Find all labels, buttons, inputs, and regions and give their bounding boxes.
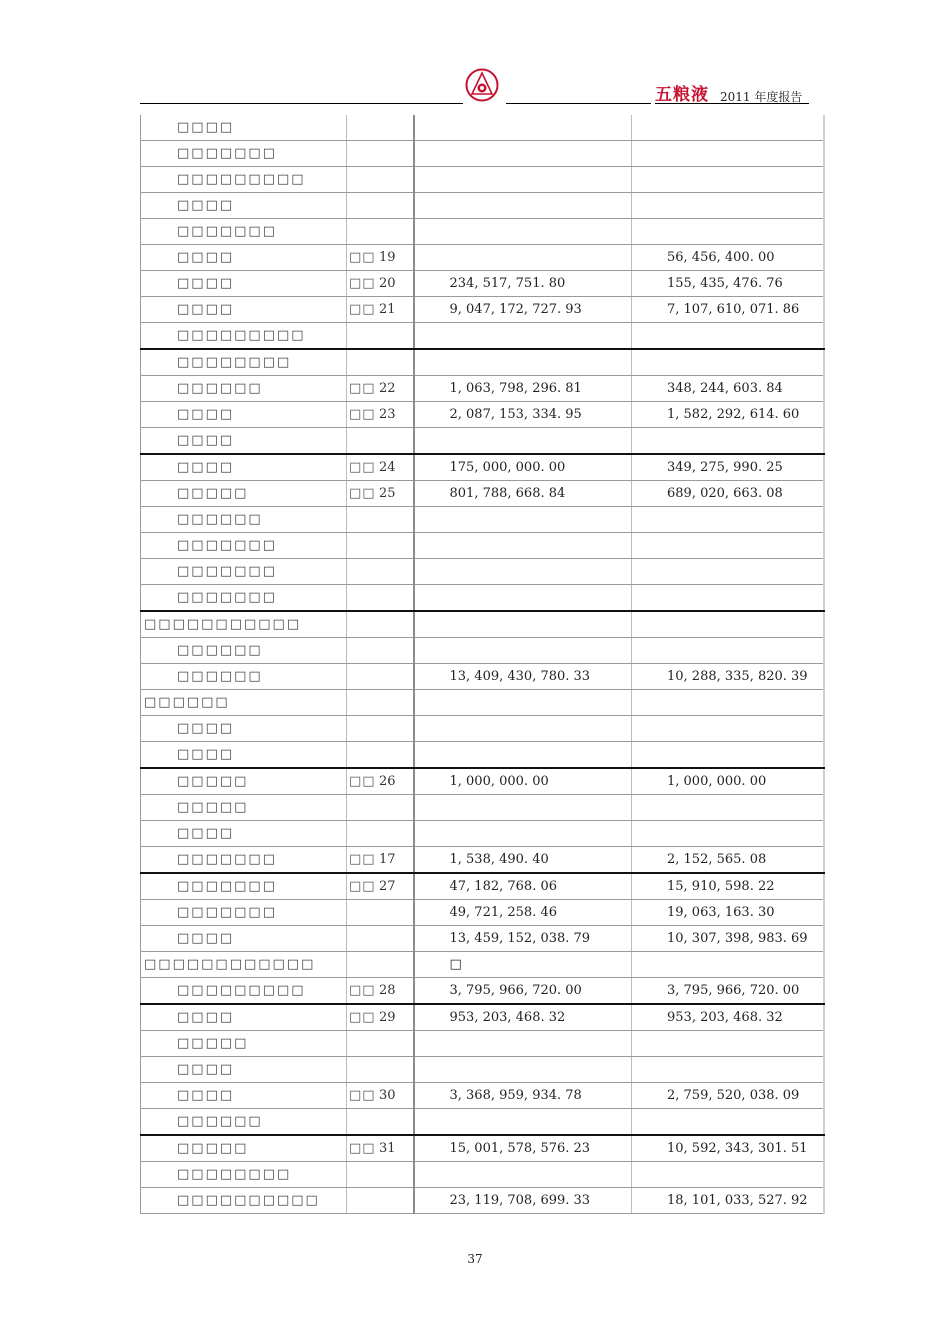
- prior-period-value: [632, 742, 824, 769]
- prior-period-value: 1, 000, 000. 00: [632, 768, 824, 795]
- row-label: □□□□□□□□□: [141, 323, 347, 350]
- current-period-value: 1, 063, 798, 296. 81: [414, 376, 632, 402]
- row-label: □□□□□□: [141, 664, 347, 690]
- note-number: 30: [379, 1088, 396, 1103]
- note-number: 17: [379, 852, 396, 867]
- company-logo-icon: [465, 68, 499, 102]
- table-row: [141, 926, 824, 952]
- current-period-value: [414, 507, 632, 533]
- table-row: [141, 507, 824, 533]
- note-prefix: □□: [349, 407, 376, 422]
- row-label: □□□□□: [141, 481, 347, 507]
- table-row: [141, 533, 824, 559]
- prior-period-value: 349, 275, 990. 25: [632, 454, 824, 481]
- note-prefix: □□: [349, 1141, 376, 1156]
- table-row: [141, 768, 824, 795]
- table-row: [141, 193, 824, 219]
- table-row: [141, 559, 824, 585]
- current-period-value: 3, 795, 966, 720. 00: [414, 978, 632, 1005]
- row-note: [347, 821, 414, 847]
- table-row: [141, 297, 824, 323]
- row-note: [347, 1083, 414, 1109]
- prior-period-value: 3, 795, 966, 720. 00: [632, 978, 824, 1005]
- prior-period-value: 56, 456, 400. 00: [632, 245, 824, 271]
- row-label: □□□□□□□: [141, 533, 347, 559]
- table-row: [141, 952, 824, 978]
- note-prefix: □□: [349, 381, 376, 396]
- current-period-value: [414, 559, 632, 585]
- table-row: [141, 219, 824, 245]
- prior-period-value: [632, 167, 824, 193]
- prior-period-value: [632, 323, 824, 350]
- table-row: [141, 978, 824, 1005]
- note-number: 22: [379, 381, 396, 396]
- row-note: [347, 611, 414, 638]
- row-note: [347, 1004, 414, 1031]
- row-note: [347, 349, 414, 376]
- prior-period-value: 953, 203, 468. 32: [632, 1004, 824, 1031]
- row-label: □□□□: [141, 1004, 347, 1031]
- prior-period-value: [632, 716, 824, 742]
- current-period-value: 47, 182, 768. 06: [414, 873, 632, 900]
- table-row: [141, 1188, 824, 1214]
- prior-period-value: 18, 101, 033, 527. 92: [632, 1188, 824, 1214]
- row-note: [347, 900, 414, 926]
- note-number: 19: [379, 250, 396, 265]
- current-period-value: [414, 245, 632, 271]
- table-row: [141, 821, 824, 847]
- prior-period-value: 10, 288, 335, 820. 39: [632, 664, 824, 690]
- row-label: □□□□□□□□□: [141, 167, 347, 193]
- current-period-value: [414, 1031, 632, 1057]
- note-prefix: □□: [349, 302, 376, 317]
- prior-period-value: [632, 559, 824, 585]
- prior-period-value: [632, 141, 824, 167]
- current-period-value: [414, 1057, 632, 1083]
- current-period-value: 1, 538, 490. 40: [414, 847, 632, 874]
- table-row: [141, 323, 824, 350]
- table-body: [141, 115, 824, 1214]
- table-row: [141, 376, 824, 402]
- row-label: □□□□: [141, 115, 347, 141]
- row-label: □□□□□□: [141, 690, 347, 716]
- row-label: □□□□: [141, 297, 347, 323]
- prior-period-value: 2, 152, 565. 08: [632, 847, 824, 874]
- row-label: □□□□: [141, 716, 347, 742]
- row-note: [347, 847, 414, 874]
- row-label: □□□□□□: [141, 376, 347, 402]
- table-row: [141, 115, 824, 141]
- current-period-value: [414, 167, 632, 193]
- current-period-value: [414, 638, 632, 664]
- note-number: 21: [379, 302, 396, 317]
- table-row: [141, 454, 824, 481]
- table-row: [141, 1004, 824, 1031]
- note-prefix: □□: [349, 1010, 376, 1025]
- current-period-value: [414, 219, 632, 245]
- note-prefix: □□: [349, 1088, 376, 1103]
- table-row: [141, 349, 824, 376]
- row-label: □□□□: [141, 821, 347, 847]
- row-note: [347, 271, 414, 297]
- table-row: [141, 742, 824, 769]
- note-number: 23: [379, 407, 396, 422]
- prior-period-value: [632, 507, 824, 533]
- header-rule-left: [140, 103, 463, 104]
- note-number: 20: [379, 276, 396, 291]
- note-number: 28: [379, 983, 396, 998]
- header-rule-middle: [506, 103, 651, 104]
- row-label: □□□□□□□□: [141, 1162, 347, 1188]
- prior-period-value: [632, 349, 824, 376]
- row-note: [347, 428, 414, 455]
- prior-period-value: [632, 795, 824, 821]
- row-note: [347, 926, 414, 952]
- row-note: [347, 1162, 414, 1188]
- row-note: [347, 454, 414, 481]
- note-prefix: □□: [349, 983, 376, 998]
- prior-period-value: 2, 759, 520, 038. 09: [632, 1083, 824, 1109]
- row-note: [347, 402, 414, 428]
- row-note: [347, 297, 414, 323]
- prior-period-value: [632, 821, 824, 847]
- note-prefix: □□: [349, 879, 376, 894]
- row-label: □□□□: [141, 245, 347, 271]
- table-row: [141, 1162, 824, 1188]
- row-label: □□□□□□: [141, 1109, 347, 1136]
- table-row: [141, 690, 824, 716]
- row-label: □□□□□□□: [141, 900, 347, 926]
- prior-period-value: [632, 1031, 824, 1057]
- row-label: □□□□□□□□□□□□: [141, 952, 347, 978]
- prior-period-value: [632, 193, 824, 219]
- row-label: □□□□: [141, 271, 347, 297]
- brand-logotype: 五粮液: [655, 85, 709, 105]
- current-period-value: 3, 368, 959, 934. 78: [414, 1083, 632, 1109]
- current-period-value: [414, 690, 632, 716]
- row-label: □□□□: [141, 926, 347, 952]
- current-period-value: 13, 459, 152, 038. 79: [414, 926, 632, 952]
- note-number: 25: [379, 486, 396, 501]
- table-row: [141, 1109, 824, 1136]
- current-period-value: 234, 517, 751. 80: [414, 271, 632, 297]
- row-label: □□□□□□□: [141, 847, 347, 874]
- current-period-value: 15, 001, 578, 576. 23: [414, 1135, 632, 1162]
- current-period-value: [414, 1162, 632, 1188]
- row-note: [347, 742, 414, 769]
- note-number: 29: [379, 1010, 396, 1025]
- row-note: [347, 245, 414, 271]
- row-note: [347, 690, 414, 716]
- table-row: [141, 795, 824, 821]
- table-row: [141, 1057, 824, 1083]
- row-note: [347, 1188, 414, 1214]
- note-number: 24: [379, 460, 396, 475]
- note-prefix: □□: [349, 460, 376, 475]
- row-label: □□□□: [141, 1083, 347, 1109]
- current-period-value: [414, 611, 632, 638]
- prior-period-value: 7, 107, 610, 071. 86: [632, 297, 824, 323]
- current-period-value: 9, 047, 172, 727. 93: [414, 297, 632, 323]
- prior-period-value: [632, 1057, 824, 1083]
- current-period-value: [414, 585, 632, 612]
- report-title: 2011 年度报告: [720, 90, 803, 104]
- row-note: [347, 585, 414, 612]
- row-label: □□□□□: [141, 1135, 347, 1162]
- note-prefix: □□: [349, 774, 376, 789]
- current-period-value: 175, 000, 000. 00: [414, 454, 632, 481]
- row-label: □□□□□□: [141, 638, 347, 664]
- current-period-value: 2, 087, 153, 334. 95: [414, 402, 632, 428]
- row-label: □□□□□□□: [141, 219, 347, 245]
- note-prefix: □□: [349, 486, 376, 501]
- current-period-value: [414, 115, 632, 141]
- prior-period-value: 348, 244, 603. 84: [632, 376, 824, 402]
- table-row: [141, 847, 824, 874]
- current-period-value: [414, 1109, 632, 1136]
- prior-period-value: [632, 1109, 824, 1136]
- row-note: [347, 507, 414, 533]
- current-period-value: 953, 203, 468. 32: [414, 1004, 632, 1031]
- row-note: [347, 1057, 414, 1083]
- prior-period-value: [632, 1162, 824, 1188]
- row-label: □□□□□□□□□□□: [141, 611, 347, 638]
- row-label: □□□□□□□: [141, 141, 347, 167]
- current-period-value: [414, 716, 632, 742]
- current-period-value: 1, 000, 000. 00: [414, 768, 632, 795]
- table-row: [141, 141, 824, 167]
- table-row: [141, 1083, 824, 1109]
- row-note: [347, 1031, 414, 1057]
- row-label: □□□□□□□: [141, 585, 347, 612]
- row-note: [347, 533, 414, 559]
- note-prefix: □□: [349, 250, 376, 265]
- current-period-value: [414, 193, 632, 219]
- table-row: [141, 1031, 824, 1057]
- prior-period-value: 155, 435, 476. 76: [632, 271, 824, 297]
- row-note: [347, 664, 414, 690]
- row-label: □□□□□: [141, 1031, 347, 1057]
- row-note: [347, 978, 414, 1005]
- row-note: [347, 873, 414, 900]
- table-row: [141, 271, 824, 297]
- row-label: □□□□: [141, 402, 347, 428]
- note-number: 26: [379, 774, 396, 789]
- table-row: [141, 638, 824, 664]
- prior-period-value: [632, 952, 824, 978]
- prior-period-value: 19, 063, 163. 30: [632, 900, 824, 926]
- page-number: 37: [467, 1252, 483, 1266]
- table-row: [141, 1135, 824, 1162]
- table-row: [141, 481, 824, 507]
- table-row: [141, 716, 824, 742]
- row-note: [347, 115, 414, 141]
- row-note: [347, 716, 414, 742]
- table-row: [141, 167, 824, 193]
- row-note: [347, 193, 414, 219]
- row-label: □□□□□: [141, 795, 347, 821]
- table-row: [141, 428, 824, 455]
- table-row: [141, 664, 824, 690]
- row-note: [347, 219, 414, 245]
- row-note: [347, 141, 414, 167]
- row-note: [347, 167, 414, 193]
- note-number: 31: [379, 1141, 396, 1156]
- row-note: [347, 559, 414, 585]
- note-number: 27: [379, 879, 396, 894]
- current-period-value: 801, 788, 668. 84: [414, 481, 632, 507]
- row-label: □□□□: [141, 428, 347, 455]
- current-period-value: [414, 821, 632, 847]
- row-note: [347, 768, 414, 795]
- note-prefix: □□: [349, 276, 376, 291]
- table-row: [141, 585, 824, 612]
- row-note: [347, 952, 414, 978]
- prior-period-value: [632, 428, 824, 455]
- prior-period-value: 15, 910, 598. 22: [632, 873, 824, 900]
- prior-period-value: [632, 611, 824, 638]
- row-label: □□□□□□□□: [141, 349, 347, 376]
- current-period-value: [414, 533, 632, 559]
- prior-period-value: [632, 585, 824, 612]
- row-label: □□□□: [141, 454, 347, 481]
- row-note: [347, 1135, 414, 1162]
- current-period-value: [414, 795, 632, 821]
- row-label: □□□□□□: [141, 507, 347, 533]
- table-row: [141, 873, 824, 900]
- current-period-value: [414, 428, 632, 455]
- prior-period-value: [632, 219, 824, 245]
- current-period-value: [414, 742, 632, 769]
- row-label: □□□□□□□: [141, 873, 347, 900]
- current-period-value: □: [414, 952, 632, 978]
- prior-period-value: [632, 115, 824, 141]
- prior-period-value: [632, 638, 824, 664]
- row-label: □□□□□□□□□□: [141, 1188, 347, 1214]
- prior-period-value: [632, 690, 824, 716]
- table-row: [141, 611, 824, 638]
- table-row: [141, 402, 824, 428]
- current-period-value: [414, 349, 632, 376]
- prior-period-value: 10, 592, 343, 301. 51: [632, 1135, 824, 1162]
- prior-period-value: 1, 582, 292, 614. 60: [632, 402, 824, 428]
- current-period-value: [414, 323, 632, 350]
- row-note: [347, 795, 414, 821]
- row-label: □□□□: [141, 742, 347, 769]
- prior-period-value: 10, 307, 398, 983. 69: [632, 926, 824, 952]
- current-period-value: 49, 721, 258. 46: [414, 900, 632, 926]
- note-prefix: □□: [349, 852, 376, 867]
- current-period-value: 13, 409, 430, 780. 33: [414, 664, 632, 690]
- row-label: □□□□□□□□□: [141, 978, 347, 1005]
- row-note: [347, 323, 414, 350]
- balance-sheet-table: [140, 115, 825, 1214]
- current-period-value: [414, 141, 632, 167]
- table-row: [141, 245, 824, 271]
- row-note: [347, 638, 414, 664]
- current-period-value: 23, 119, 708, 699. 33: [414, 1188, 632, 1214]
- row-label: □□□□□: [141, 768, 347, 795]
- prior-period-value: [632, 533, 824, 559]
- row-label: □□□□: [141, 1057, 347, 1083]
- row-label: □□□□□□□: [141, 559, 347, 585]
- table-row: [141, 900, 824, 926]
- row-note: [347, 376, 414, 402]
- row-label: □□□□: [141, 193, 347, 219]
- prior-period-value: 689, 020, 663. 08: [632, 481, 824, 507]
- row-note: [347, 481, 414, 507]
- row-note: [347, 1109, 414, 1136]
